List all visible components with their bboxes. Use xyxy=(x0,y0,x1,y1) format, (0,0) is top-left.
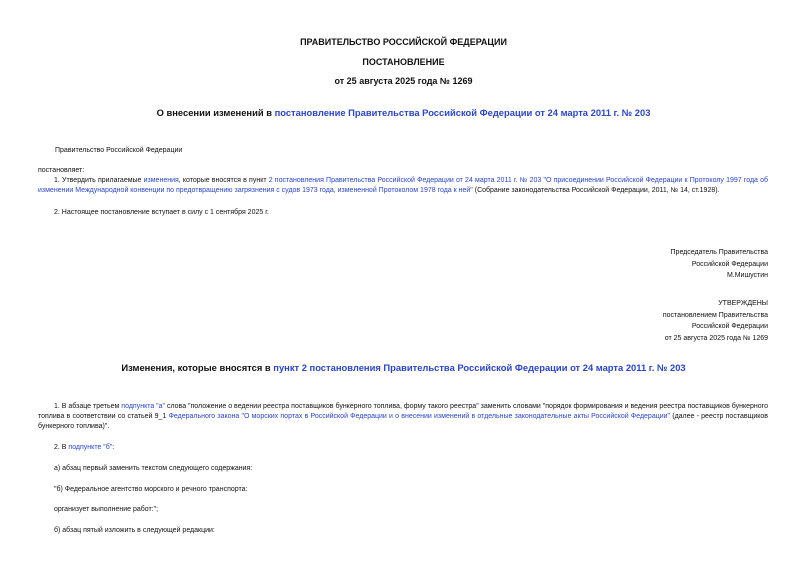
changes-title-prefix: Изменения, которые вносятся в xyxy=(121,362,274,373)
signature-line-1: Председатель Правительства xyxy=(670,249,768,256)
subparagraph-b-link[interactable]: подпункте "б" xyxy=(68,444,113,451)
document-title xyxy=(0,107,807,118)
approval-line-3: Российской Федерации xyxy=(691,323,768,330)
decree-item-1-text-b: , которые вносятся в пункт xyxy=(178,177,269,184)
change-item-2 xyxy=(54,443,114,453)
change-2-organizes: организует выполнение работ:"; xyxy=(54,506,159,513)
approval-line-2: постановлением Правительства xyxy=(662,311,768,319)
decree-item-1 xyxy=(38,176,768,196)
signature-line-3: М.Мишустин xyxy=(726,272,768,279)
decree-item-2: 2. Настоящее постановление вступает в силу с 1 сентября 2025 г. xyxy=(54,209,269,216)
government-heading: ПРАВИТЕЛЬСТВО РОССИЙСКОЙ ФЕДЕРАЦИИ xyxy=(300,37,507,47)
change-2b: б) абзац пятый изложить в следующей редакции: xyxy=(54,527,215,534)
document-date-number: от 25 августа 2025 года № 1269 xyxy=(334,76,473,86)
changes-title xyxy=(0,362,807,373)
subparagraph-a-link[interactable]: подпункта "а" xyxy=(121,403,166,410)
change-item-1-text-a: 1. В абзаце третьем xyxy=(54,403,122,410)
federal-law-link[interactable]: Федерального закона "О морских портах в Российской Федерации и о внесении изменений в отдельные законодательные акты Российской Федерации" xyxy=(168,413,671,421)
approval-line-4: от 25 августа 2025 года № 1269 xyxy=(664,334,768,342)
change-2-quote: "б) Федеральное агентство морского и речного транспорта: xyxy=(54,486,248,493)
signature-line-2: Российской Федерации xyxy=(691,260,768,268)
changes-title-link[interactable]: пункт 2 постановления Правительства Российской Федерации от 24 марта 2011 г. № 203 xyxy=(273,362,686,373)
change-item-2-text-b: : xyxy=(112,444,115,451)
document-type: ПОСТАНОВЛЕНИЕ xyxy=(362,57,445,67)
decree-item-1-text-c: (Собрание законодательства Российской Федерации, 2011, № 14, ст.1928). xyxy=(472,187,720,195)
change-2a: а) абзац первый заменить текстом следующего содержания: xyxy=(54,465,253,472)
issuer: Правительство Российской Федерации xyxy=(55,147,183,154)
approval-line-1: УТВЕРЖДЕНЫ xyxy=(718,300,768,307)
decree-item-1-text-a: 1. Утвердить прилагаемые xyxy=(54,177,144,184)
change-item-1-text-b: слова "положение о ведении реестра поставщиков бункерного топлива, форму такого реестра" заменить словами "порядок формирования и ведения реестра поставщиков бункерного топлива в соответствии со статьей 9_1 xyxy=(38,403,768,421)
decree-203-link[interactable]: 2 постановления Правительства Российской Федерации от 24 марта 2011 г. № 203 "О присоединении Российской Федерации к Протоколу 1997 года об изменении Международной конвенции по предотвращению загрязнения с судов 1973 года, измененной Протоколом 1978 года к ней" xyxy=(38,177,769,195)
signature-block xyxy=(671,247,768,282)
changes-link[interactable]: изменения xyxy=(143,177,179,184)
document-title-prefix: О внесении изменений в xyxy=(156,107,275,118)
amended-decree-link[interactable]: постановление Правительства Российской Федерации от 24 марта 2011 г. № 203 xyxy=(274,107,651,118)
change-item-1-text-c: (далее - реестр поставщиков бункерного топлива)". xyxy=(38,413,768,431)
decrees-word: постановляет: xyxy=(38,167,85,174)
change-item-2-text-a: 2. В xyxy=(54,444,69,451)
approval-block xyxy=(663,298,768,344)
change-item-1 xyxy=(38,402,768,433)
